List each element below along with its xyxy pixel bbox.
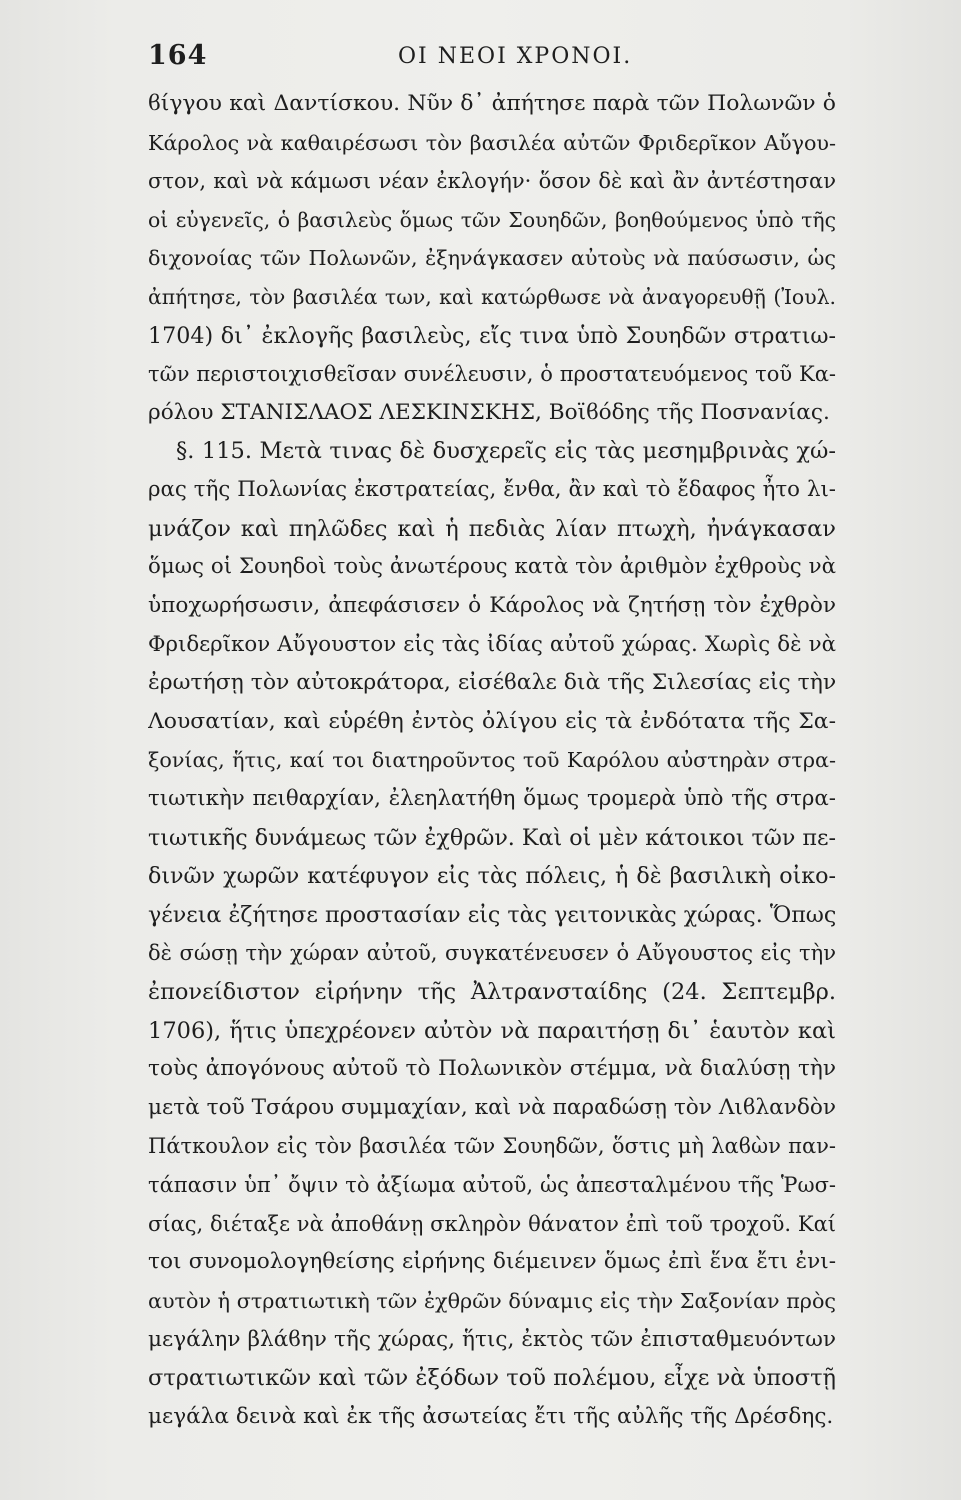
text-line: τοὺς ἀπογόνους αὐτοῦ τὸ Πολωνικὸν στέμμα, νὰ διαλύσῃ τὴν [148,1056,836,1082]
body-text [148,85,836,1436]
text-line: Φριδερῖκον Αὔγουστον εἰς τὰς ἰδίας αὐτοῦ χώρας. Χωρὶς δὲ νὰ [148,631,836,657]
text-line: στον, καὶ νὰ κάμωσι νέαν ἐκλογήν· ὅσον δὲ καὶ ἂν ἀντέστησαν [148,169,836,194]
running-title: ΟΙ ΝΕΟΙ ΧΡΟΝΟΙ. [398,44,633,69]
text-line: ἀπήτησε, τὸν βασιλέα των, καὶ κατώρθωσε νὰ ἀναγορευθῇ (Ἰουλ. [148,285,836,310]
text-line: μετὰ τοῦ Τσάρου συμμαχίαν, καὶ νὰ παραδώσῃ τὸν Λιϐλανδὸν [148,1094,836,1120]
text-line: μεγάλην βλάϐην τῆς χώρας, ἥτις, ἐκτὸς τῶν ἐπισταθμευόντων [148,1326,836,1352]
text-line: δὲ σώσῃ τὴν χώραν αὐτοῦ, συγκατένευσεν ὁ Αὔγουστος εἰς τὴν [148,941,836,966]
text-line: γένεια ἐζήτησε προστασίαν εἰς τὰς γειτονικὰς χώρας. Ὅπως [148,901,836,928]
text-line: ἐπονείδιστον εἰρήνην τῆς Ἀλτρανσταίδης (24. Σεπτεμβρ. [148,979,836,1006]
text-line: ϐίγγου καὶ Δαντίσκου. Νῦν δ᾽ ἀπήτησε παρὰ τῶν Πολωνῶν ὁ [148,91,836,116]
text-line: μεγάλα δεινὰ καὶ ἐκ τῆς ἀσωτείας ἔτι τῆς αὐλῆς τῆς Δρέσδης. [148,1403,834,1429]
text-line: τάπασιν ὑπ᾽ ὄψιν τὸ ἀξίωμα αὐτοῦ, ὡς ἀπεσταλμένου τῆς Ῥωσ- [148,1173,836,1198]
text-line: τιωτικὴν πειθαρχίαν, ἐλεηλατήθη ὅμως τρομερὰ ὑπὸ τῆς στρα- [148,785,836,811]
text-line: 1706), ἥτις ὑπεχρέονεν αὐτὸν νὰ παραιτήσῃ δι᾽ ἑαυτὸν καὶ [148,1017,836,1044]
text-line: τῶν περιστοιχισθεῖσαν συνέλευσιν, ὁ προστατευόμενος τοῦ Κα- [148,362,836,387]
text-line: τιωτικῆς δυνάμεως τῶν ἐχθρῶν. Καὶ οἱ μὲν κάτοικοι τῶν πε- [148,824,836,851]
text-line: Λουσατίαν, καὶ εὑρέθη ἐντὸς ὀλίγου εἰς τὰ ἐνδότατα τῆς Σα- [148,708,836,734]
text-line: δινῶν χωρῶν κατέφυγον εἰς τὰς πόλεις, ἡ δὲ βασιλικὴ οἰκο- [148,863,836,890]
text-line: στρατιωτικῶν καὶ τῶν ἐξόδων τοῦ πολέμου, εἶχε νὰ ὑποστῇ [148,1365,836,1392]
text-line: μνάζον καὶ πηλῶδες καὶ ἡ πεδιὰς λίαν πτωχὴ, ἠνάγκασαν [148,515,836,542]
text-line: Κάρολος νὰ καθαιρέσωσι τὸν βασιλέα αὐτῶν Φριδερῖκον Αὔγου- [148,130,836,155]
text-line: ὅμως οἱ Σουηδοὶ τοὺς ἀνωτέρους κατὰ τὸν ἀριθμὸν ἐχθροὺς νὰ [148,554,836,580]
text-line: αυτὸν ἡ στρατιωτικὴ τῶν ἐχθρῶν δύναμις εἰς τὴν Σαξονίαν πρὸς [148,1288,836,1313]
text-line: ρας τῆς Πολωνίας ἐκστρατείας, ἔνθα, ἂν καὶ τὸ ἔδαφος ἦτο λι- [148,477,836,503]
page-header [148,40,836,74]
text-line: 1704) δι᾽ ἐκλογῆς βασιλεὺς, εἴς τινα ὑπὸ Σουηδῶν στρατιω- [148,322,836,349]
section-heading-line: §. 115. Μετὰ τινας δὲ δυσχερεῖς εἰς τὰς μεσημβρινὰς χώ- [176,438,836,465]
text-line: ρόλου ΣΤΑΝΙΣΛΑΟΣ ΛΕΣΚΙΝΣΚΗΣ, Βοϊϐόδης τῆς Ποσνανίας. [148,399,830,425]
text-line: ξονίας, ἥτις, καί τοι διατηροῦντος τοῦ Καρόλου αὐστηρὰν στρα- [148,748,836,773]
text-line: οἱ εὐγενεῖς, ὁ βασιλεὺς ὅμως τῶν Σουηδῶν, βοηθούμενος ὑπὸ τῆς [148,207,836,232]
text-line: τοι συνομολογηθείσης εἰρήνης διέμεινεν ὅμως ἐπὶ ἕνα ἔτι ἐνι- [148,1249,836,1275]
text-line: Πάτκουλον εἰς τὸν βασιλέα τῶν Σουηδῶν, ὅστις μὴ λαϐὼν παν- [148,1134,836,1159]
text-line: διχονοίας τῶν Πολωνῶν, ἐξηνάγκασεν αὐτοὺς νὰ παύσωσιν, ὡς [148,246,836,271]
page-number: 164 [148,40,208,71]
text-line: ὑποχωρήσωσιν, ἀπεφάσισεν ὁ Κάρολος νὰ ζητήσῃ τὸν ἐχθρὸν [148,592,836,618]
text-line: ἐρωτήσῃ τὸν αὐτοκράτορα, εἰσέϐαλε διὰ τῆς Σιλεσίας εἰς τὴν [148,670,836,696]
text-line: σίας, διέταξε νὰ ἀποθάνῃ σκληρὸν θάνατον ἐπὶ τοῦ τροχοῦ. Καί [148,1211,836,1236]
